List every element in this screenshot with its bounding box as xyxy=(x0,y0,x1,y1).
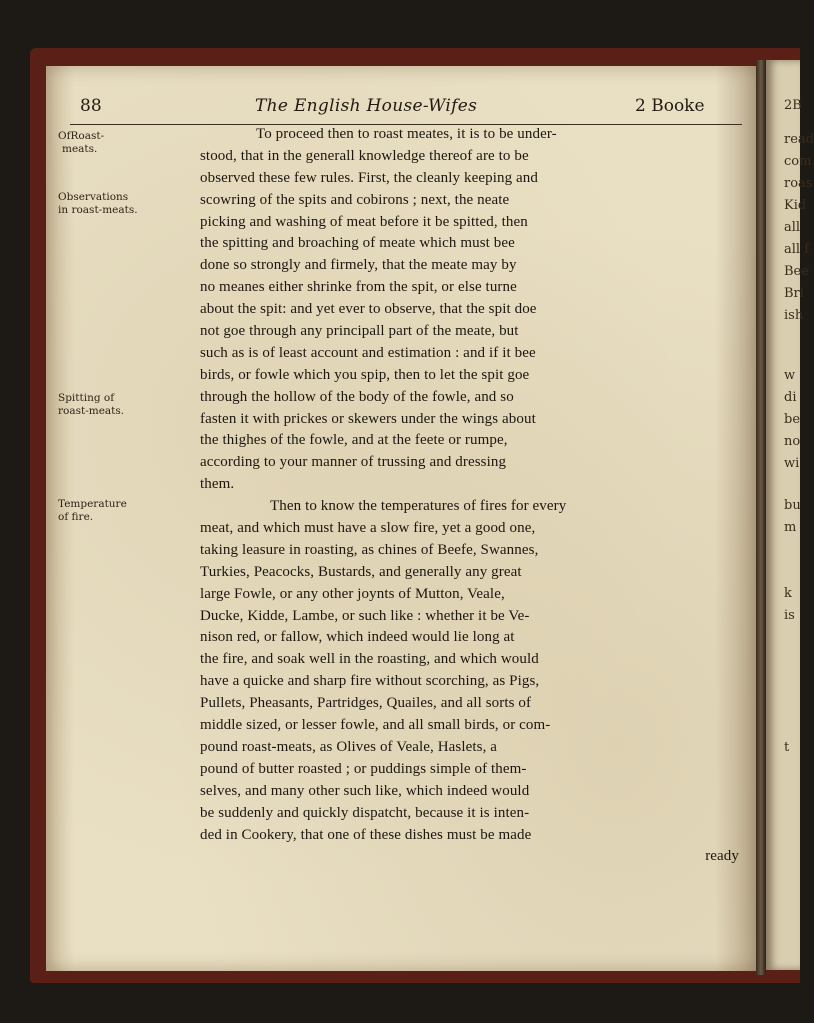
facing-page-fragment: t xyxy=(784,740,790,755)
text-line: pound roast-meats, as Olives of Veale, Haslets, a xyxy=(200,738,498,755)
text-line: not goe through any principall part of the meate, but xyxy=(200,323,519,340)
body-text xyxy=(200,124,745,868)
facing-page-fragment: is xyxy=(784,608,795,623)
text-line: about the spit: and yet ever to observe, that the spit doe xyxy=(200,301,537,318)
margin-note: in roast-meats. xyxy=(58,204,138,216)
facing-page-fragment: k xyxy=(784,586,792,601)
margin-note: Temperature xyxy=(58,498,127,510)
facing-page-fragment: bu xyxy=(784,498,801,513)
margin-note: Spitting of xyxy=(58,392,115,404)
facing-page-fragment: w xyxy=(784,368,796,383)
margin-note: meats. xyxy=(62,143,98,155)
book-gutter xyxy=(756,60,766,975)
text-line: fasten it with prickes or skewers under the wings about xyxy=(200,410,536,427)
catchword: ready xyxy=(705,848,739,865)
facing-page-fragment: com xyxy=(784,154,812,169)
text-line: be suddenly and quickly dispatcht, because it is inten- xyxy=(200,804,530,821)
facing-page-fragment: Kid xyxy=(784,198,807,213)
text-line: Ducke, Kidde, Lambe, or such like : whether it be Ve- xyxy=(200,607,530,624)
facing-page-fragment: read xyxy=(784,132,814,147)
book-label: 2 Booke xyxy=(635,96,705,116)
text-line: through the hollow of the body of the fowle, and so xyxy=(200,388,514,405)
text-line: them. xyxy=(200,476,235,493)
facing-page-fragment: no xyxy=(784,434,801,449)
text-line: stood, that in the generall knowledge thereof are to be xyxy=(200,147,529,164)
text-line: done so strongly and firmely, that the meate may by xyxy=(200,257,517,274)
facing-page-fragment: roas xyxy=(784,176,813,191)
running-title: The English House-Wifes xyxy=(255,96,478,116)
text-line: selves, and many other such like, which indeed would xyxy=(200,782,530,799)
text-line: Pullets, Pheasants, Partridges, Quailes, and all sorts of xyxy=(200,695,532,712)
text-line: the fire, and soak well in the roasting, and which would xyxy=(200,651,539,668)
text-line: observed these few rules. First, the cleanly keeping and xyxy=(200,169,538,186)
facing-page-fragment: m xyxy=(784,520,797,535)
text-line: large Fowle, or any other joynts of Mutton, Veale, xyxy=(200,585,505,602)
text-line: scowring of the spits and cobirons ; next, the neate xyxy=(200,191,510,208)
text-line: birds, or fowle which you spip, then to let the spit goe xyxy=(200,366,530,383)
text-line: no meanes either shrinke from the spit, or else turne xyxy=(200,279,517,296)
facing-page-edge xyxy=(766,60,814,970)
text-line: such as is of least account and estimation : and if it bee xyxy=(200,344,536,361)
page-header xyxy=(80,96,740,120)
page-number: 88 xyxy=(80,96,102,116)
facing-page-fragment: wi xyxy=(784,456,800,471)
text-line: To proceed then to roast meates, it is to be under- xyxy=(256,126,557,142)
facing-page-fragment: all f xyxy=(784,242,810,257)
facing-page-fragment: Bee xyxy=(784,264,809,279)
facing-page-fragment: be xyxy=(784,412,801,427)
text-line: according to your manner of trussing and dressing xyxy=(200,454,507,471)
margin-note: roast-meats. xyxy=(58,405,125,417)
text-line: taking leasure in roasting, as chines of Beefe, Swannes, xyxy=(200,541,539,558)
margin-note: Observations xyxy=(58,191,129,203)
facing-page-fragment: all xyxy=(784,220,801,235)
margin-note: of fire. xyxy=(58,511,94,523)
facing-page-fragment: 2B xyxy=(784,98,802,113)
text-line: meat, and which must have a slow fire, yet a good one, xyxy=(200,520,536,537)
text-line: nison red, or fallow, which indeed would lie long at xyxy=(200,629,515,646)
facing-page-fragment: Bri xyxy=(784,286,804,301)
text-line: Then to know the temperatures of fires for every xyxy=(270,498,567,515)
text-line: pound of butter roasted ; or puddings simple of them- xyxy=(200,760,527,777)
text-line: ded in Cookery, that one of these dishes must be made xyxy=(200,826,532,843)
facing-page-fragment: di xyxy=(784,390,797,405)
text-line: Turkies, Peacocks, Bustards, and generally any great xyxy=(200,563,522,580)
margin-note: OfRoast- xyxy=(58,130,105,142)
text-line: the spitting and broaching of meate which must bee xyxy=(200,235,515,252)
text-line: have a quicke and sharp fire without scorching, as Pigs, xyxy=(200,673,540,690)
text-line: the thighes of the fowle, and at the feete or rumpe, xyxy=(200,432,508,449)
text-line: middle sized, or lesser fowle, and all small birds, or com- xyxy=(200,717,551,734)
facing-page-fragment: ish xyxy=(784,308,804,323)
text-line: picking and washing of meat before it be spitted, then xyxy=(200,213,528,230)
